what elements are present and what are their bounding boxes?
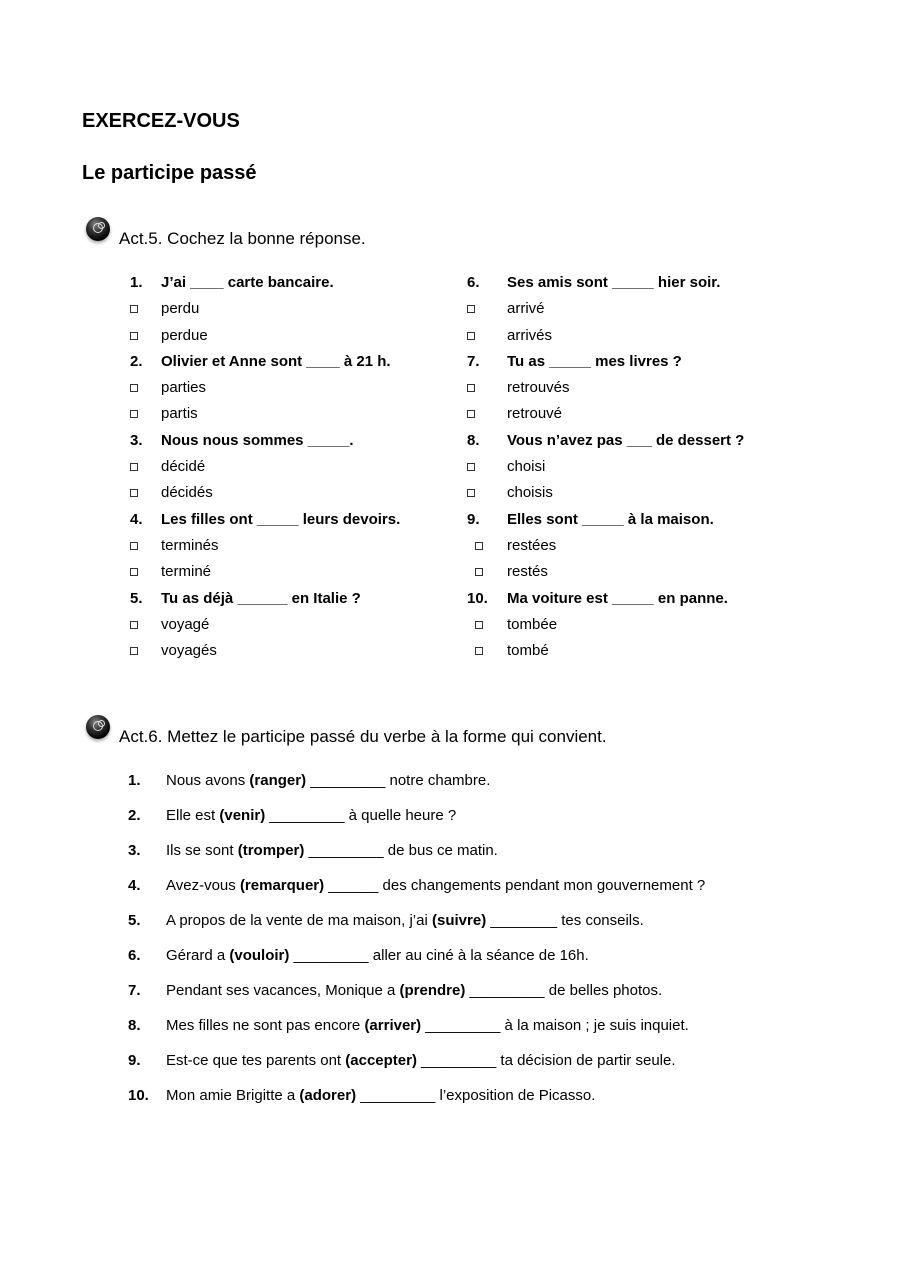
option-label: terminés (161, 536, 219, 554)
question-text: Nous nous sommes _____. (161, 431, 354, 449)
item-sentence (166, 877, 705, 894)
sentence-end-with-blank[interactable]: _________ de bus ce matin. (304, 842, 498, 859)
checkbox[interactable] (130, 305, 138, 313)
checkbox[interactable] (130, 384, 138, 392)
item-number: 10. (128, 1087, 149, 1104)
question-number: 1. (130, 274, 143, 291)
checkbox[interactable] (130, 489, 138, 497)
verb-infinitive: (suivre) (432, 912, 487, 929)
checkbox[interactable] (130, 621, 138, 629)
question-text: Tu as _____ mes livres ? (507, 352, 682, 370)
question-text: Olivier et Anne sont ____ à 21 h. (161, 352, 391, 370)
option-label: partis (161, 405, 198, 423)
option-label: choisis (507, 484, 553, 502)
option-label: restés (507, 563, 548, 581)
checkbox[interactable] (475, 542, 483, 550)
option-label: tombée (507, 615, 558, 633)
option-label: choisi (507, 458, 546, 476)
gears-icon (86, 715, 110, 739)
item-number: 3. (128, 842, 141, 859)
verb-infinitive: (ranger) (249, 772, 307, 789)
item-number: 8. (128, 1017, 141, 1034)
option-label: décidé (161, 458, 206, 476)
verb-infinitive: (arriver) (364, 1017, 422, 1034)
item-sentence (166, 982, 662, 999)
question-number: 6. (467, 274, 480, 291)
option-label: voyagé (161, 615, 210, 633)
item-sentence (166, 842, 498, 859)
act5-title: Act.5. Cochez la bonne réponse. (119, 229, 366, 248)
verb-infinitive: (prendre) (399, 982, 466, 999)
item-number: 6. (128, 947, 141, 964)
verb-infinitive: (tromper) (237, 842, 305, 859)
option-label: retrouvé (507, 405, 563, 423)
question-number: 8. (467, 431, 480, 449)
checkbox[interactable] (475, 647, 483, 655)
verb-infinitive: (accepter) (345, 1052, 417, 1069)
checkbox[interactable] (130, 332, 138, 340)
sentence-end-with-blank[interactable]: _________ de belles photos. (465, 982, 663, 999)
item-number: 4. (128, 877, 141, 894)
sentence-end-with-blank[interactable]: ______ des changements pendant mon gouvernement ? (324, 877, 706, 894)
sentence-start: Elle est (166, 807, 220, 824)
question-text: Vous n’avez pas ___ de dessert ? (507, 431, 745, 449)
checkbox[interactable] (467, 305, 475, 313)
checkbox[interactable] (475, 621, 483, 629)
sentence-start: Ils se sont (166, 842, 238, 859)
item-sentence (166, 947, 589, 964)
sentence-end-with-blank[interactable]: _________ à quelle heure ? (265, 807, 457, 824)
verb-infinitive: (adorer) (299, 1087, 357, 1104)
sentence-start: Mon amie Brigitte a (166, 1087, 300, 1104)
item-number: 1. (128, 772, 141, 789)
checkbox[interactable] (130, 568, 138, 576)
question-text: J’ai ____ carte bancaire. (161, 274, 334, 291)
question-number: 3. (130, 431, 143, 449)
question-number: 4. (130, 510, 143, 528)
item-number: 9. (128, 1052, 141, 1069)
sentence-end-with-blank[interactable]: _________ ta décision de partir seule. (416, 1052, 676, 1069)
verb-infinitive: (vouloir) (229, 947, 290, 964)
sentence-start: Est-ce que tes parents ont (166, 1052, 346, 1069)
checkbox[interactable] (130, 647, 138, 655)
checkbox[interactable] (475, 568, 483, 576)
item-number: 5. (128, 912, 141, 929)
sentence-start: Avez-vous (166, 877, 240, 894)
sentence-end-with-blank[interactable]: ________ tes conseils. (486, 912, 644, 929)
item-sentence (166, 772, 490, 789)
sentence-start: Nous avons (166, 772, 250, 789)
sentence-start: A propos de la vente de ma maison, j’ai (166, 912, 432, 929)
question-number: 7. (467, 352, 480, 370)
question-text: Elles sont _____ à la maison. (507, 510, 714, 528)
question-number: 9. (467, 510, 480, 528)
option-label: perdue (161, 326, 208, 344)
checkbox[interactable] (130, 542, 138, 550)
question-number: 5. (130, 589, 143, 607)
checkbox[interactable] (130, 410, 138, 418)
checkbox[interactable] (467, 463, 475, 471)
question-text: Tu as déjà ______ en Italie ? (161, 589, 361, 607)
checkbox[interactable] (467, 332, 475, 340)
item-number: 7. (128, 982, 141, 999)
item-sentence (166, 912, 644, 929)
question-number: 2. (130, 352, 143, 370)
option-label: arrivés (507, 326, 553, 344)
option-label: décidés (161, 484, 213, 502)
item-sentence (166, 807, 456, 824)
sentence-end-with-blank[interactable]: _________ aller au ciné à la séance de 16h. (289, 947, 589, 964)
checkbox[interactable] (467, 410, 475, 418)
gears-icon (86, 217, 110, 241)
page-title: EXERCEZ-VOUS (82, 110, 240, 132)
question-text: Les filles ont _____ leurs devoirs. (161, 510, 401, 528)
item-number: 2. (128, 807, 141, 824)
verb-infinitive: (venir) (219, 807, 266, 824)
checkbox[interactable] (130, 463, 138, 471)
checkbox[interactable] (467, 384, 475, 392)
option-label: perdu (161, 300, 200, 318)
question-text: Ma voiture est _____ en panne. (507, 589, 728, 607)
option-label: tombé (507, 642, 549, 660)
verb-infinitive: (remarquer) (239, 877, 325, 894)
option-label: parties (161, 379, 207, 397)
sentence-start: Pendant ses vacances, Monique a (166, 982, 400, 999)
item-sentence (166, 1052, 676, 1069)
option-label: retrouvés (507, 379, 570, 397)
page-subtitle: Le participe passé (82, 162, 257, 184)
sentence-end-with-blank[interactable]: _________ à la maison ; je suis inquiet. (421, 1017, 689, 1034)
sentence-start: Gérard a (166, 947, 230, 964)
option-label: voyagés (161, 642, 217, 660)
option-label: arrivé (507, 300, 545, 318)
checkbox[interactable] (467, 489, 475, 497)
sentence-end-with-blank[interactable]: _________ notre chambre. (306, 772, 491, 789)
act6-title: Act.6. Mettez le participe passé du verbe à la forme qui convient. (119, 727, 607, 746)
option-label: terminé (161, 563, 212, 581)
question-number: 10. (467, 589, 488, 607)
question-text: Ses amis sont _____ hier soir. (507, 274, 721, 291)
option-label: restées (507, 536, 557, 554)
sentence-start: Mes filles ne sont pas encore (166, 1017, 365, 1034)
sentence-end-with-blank[interactable]: _________ l’exposition de Picasso. (356, 1087, 596, 1104)
item-sentence (166, 1087, 595, 1104)
item-sentence (166, 1017, 689, 1034)
